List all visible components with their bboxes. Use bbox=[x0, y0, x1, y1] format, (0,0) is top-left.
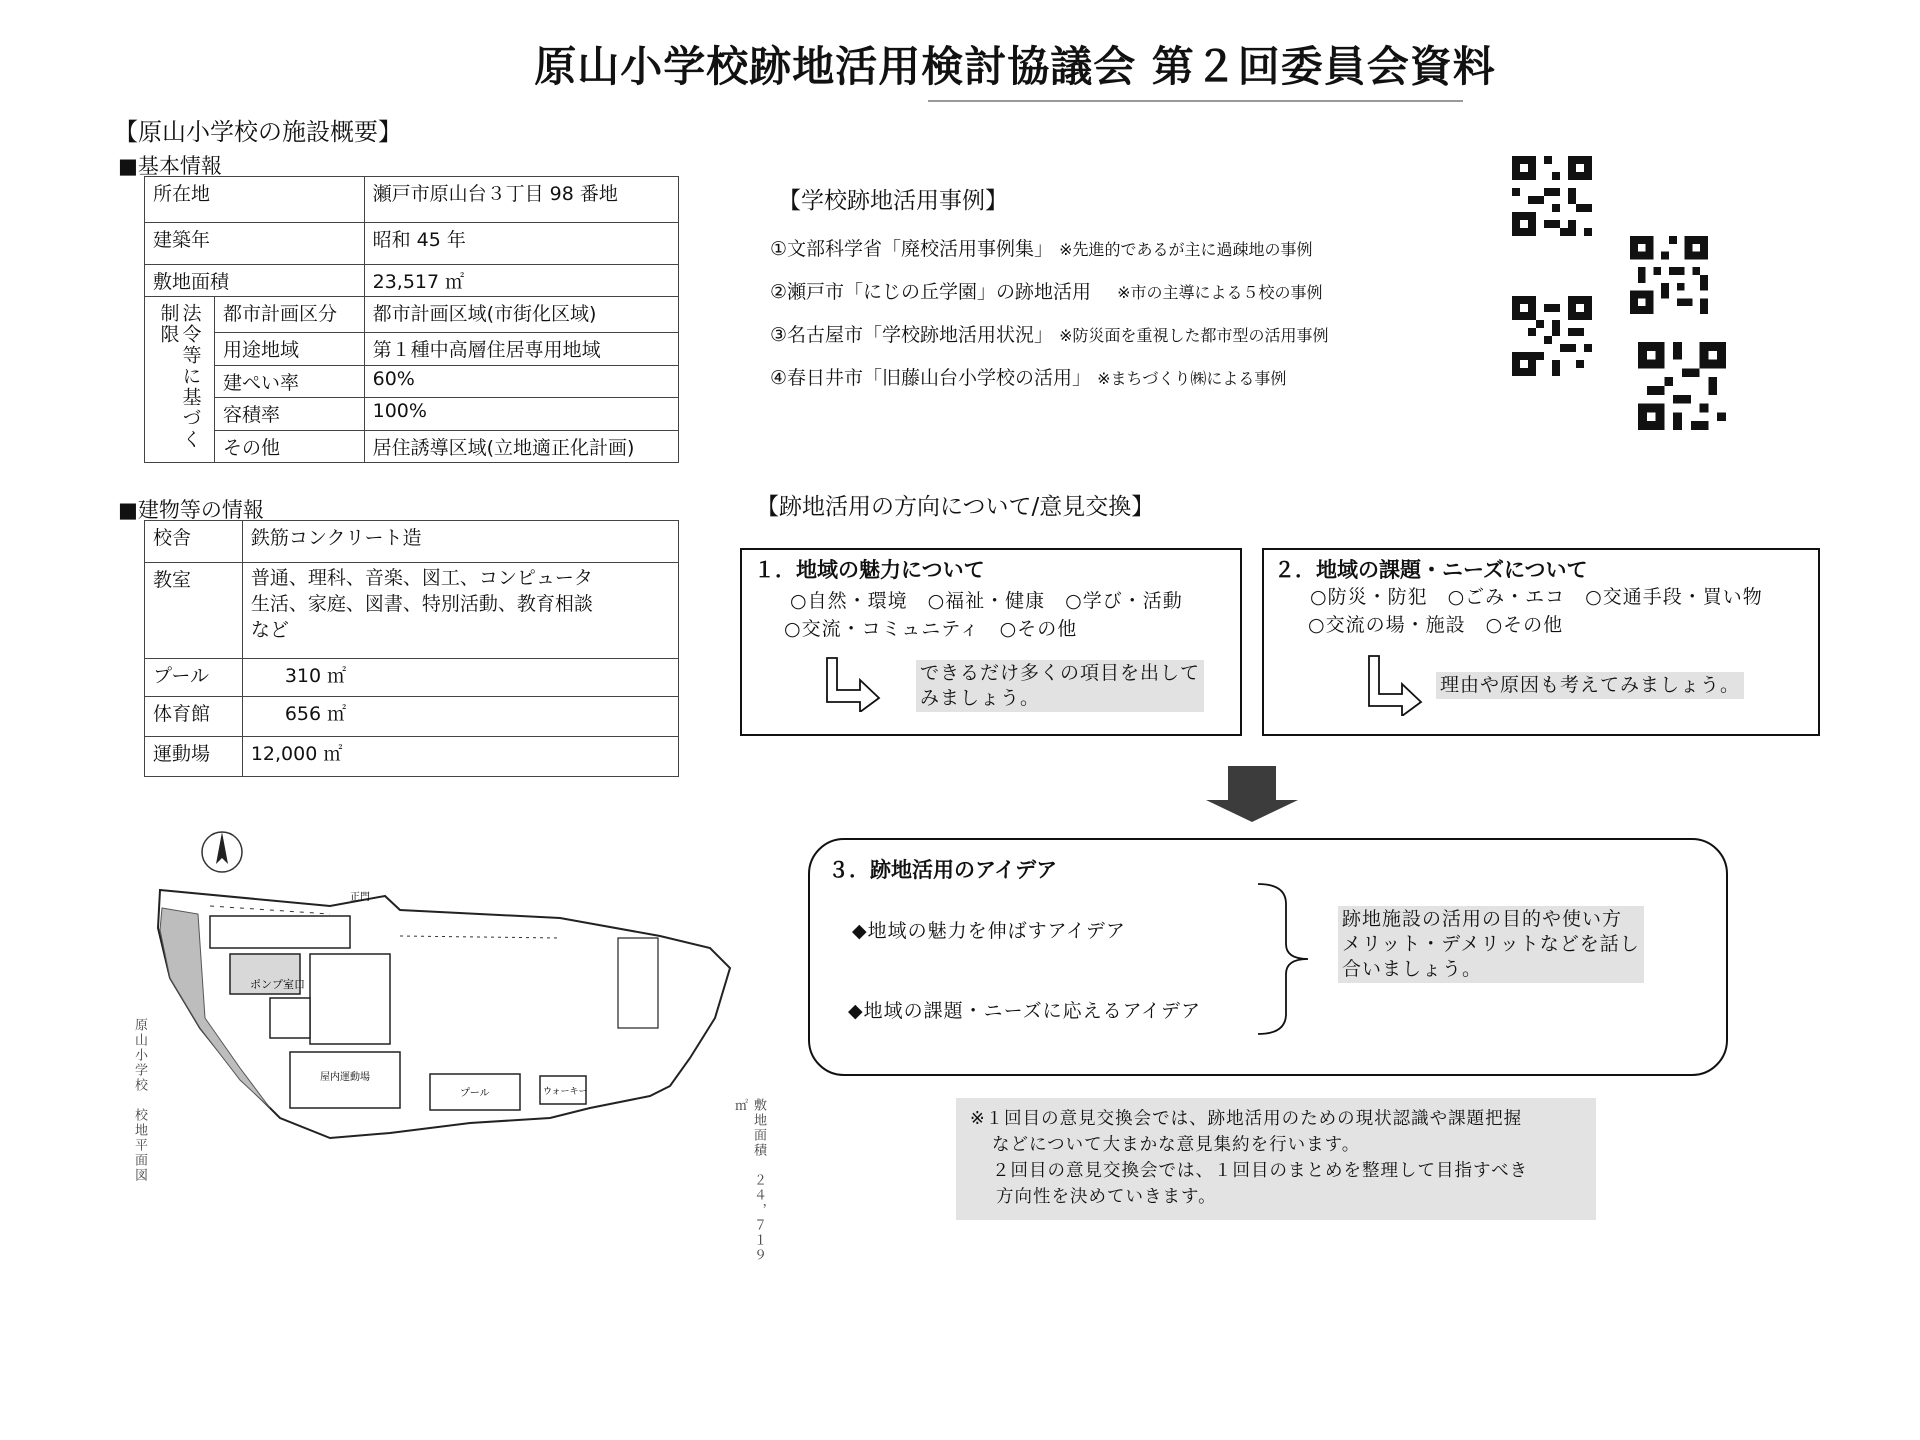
meeting-note bbox=[956, 1098, 1596, 1220]
legal-group-label: 法令等に基づく制限 bbox=[157, 303, 202, 450]
box2-title: ２．地域の課題・ニーズについて bbox=[1274, 558, 1588, 582]
case-text: ③名古屋市「学校跡地活用状況」 bbox=[770, 324, 1054, 346]
qr-code-icon[interactable] bbox=[1512, 296, 1592, 380]
legal-label: 容積率 bbox=[214, 398, 364, 430]
legal-group-cell bbox=[145, 297, 215, 463]
direction-heading: 【跡地活用の方向について/意見交換】 bbox=[756, 494, 1155, 520]
arrow-right-icon bbox=[824, 656, 882, 712]
area-value: 23,517 ㎡ bbox=[364, 265, 678, 297]
table-row bbox=[145, 365, 679, 397]
hint-line: 跡地施設の活用の目的や使い方 bbox=[1342, 908, 1623, 930]
legal-label: 用途地域 bbox=[214, 333, 364, 365]
address-label: 所在地 bbox=[145, 177, 365, 223]
case-note: ※先進的であるが主に過疎地の事例 bbox=[1059, 240, 1313, 259]
box2-line2: ○交流の場・施設 ○その他 bbox=[1308, 614, 1564, 636]
page-title: 原山小学校跡地活用検討協議会 第２回委員会資料 bbox=[534, 42, 1496, 91]
list-item bbox=[770, 357, 1329, 400]
building-label: 教室 bbox=[145, 563, 243, 659]
box2-hint: 理由や原因も考えてみましょう。 bbox=[1436, 672, 1744, 699]
building-label: 運動場 bbox=[145, 737, 243, 777]
regional-needs-box bbox=[1262, 548, 1820, 736]
address-value: 瀬戸市原山台３丁目 98 番地 bbox=[364, 177, 678, 223]
box2-line1: ○防災・防犯 ○ごみ・エコ ○交通手段・買い物 bbox=[1310, 586, 1763, 608]
qr-code-icon[interactable] bbox=[1630, 236, 1708, 318]
table-row bbox=[145, 521, 679, 563]
brace-icon bbox=[1256, 882, 1310, 1036]
north-arrow-icon bbox=[202, 832, 242, 872]
legal-value: 100% bbox=[364, 398, 678, 430]
box1-line2: ○交流・コミュニティ ○その他 bbox=[784, 618, 1078, 640]
pump-label: ポンプ室口 bbox=[250, 978, 305, 991]
hint-line: みましょう。 bbox=[920, 687, 1041, 709]
hint-line: できるだけ多くの項目を出して bbox=[920, 662, 1201, 684]
case-text: ④春日井市「旧藤山台小学校の活用」 bbox=[770, 367, 1092, 389]
building-label: プール bbox=[145, 659, 243, 697]
list-item bbox=[770, 271, 1329, 314]
main-gate-label: 正門 bbox=[350, 892, 370, 903]
map-caption-left: 原山小学校 校地平面図 bbox=[132, 1018, 147, 1183]
legal-label: 建ぺい率 bbox=[214, 365, 364, 397]
list-item bbox=[770, 228, 1329, 271]
regional-appeal-box bbox=[740, 548, 1242, 736]
table-row bbox=[145, 333, 679, 365]
table-row bbox=[145, 398, 679, 430]
cases-heading: 【学校跡地活用事例】 bbox=[778, 188, 1008, 214]
case-text: ①文部科学省「廃校活用事例集」 bbox=[770, 238, 1054, 260]
box1-line1: ○自然・環境 ○福祉・健康 ○学び・活動 bbox=[790, 590, 1183, 612]
map-caption-right: 敷地面積 ２４，７１９㎡ bbox=[732, 1098, 766, 1263]
legal-value: 60% bbox=[364, 365, 678, 397]
building-value: 656 ㎡ bbox=[242, 697, 678, 737]
cases-list bbox=[770, 228, 1329, 400]
case-note: ※防災面を重視した都市型の活用事例 bbox=[1059, 326, 1329, 345]
table-row bbox=[145, 737, 679, 777]
classroom-line: 普通、理科、音楽、図工、コンピュータ bbox=[250, 567, 593, 589]
title-divider bbox=[928, 100, 1463, 102]
table-row bbox=[145, 430, 679, 462]
note-line: ２回目の意見交換会では、１回目のまとめを整理して目指すべき bbox=[992, 1161, 1529, 1181]
table-row bbox=[145, 177, 679, 223]
table-row bbox=[145, 297, 679, 333]
legal-value: 都市計画区域(市街化区域) bbox=[364, 297, 678, 333]
box3-hint bbox=[1338, 906, 1644, 983]
building-value: 310 ㎡ bbox=[242, 659, 678, 697]
table-row bbox=[145, 265, 679, 297]
table-row bbox=[145, 563, 679, 659]
site-map bbox=[130, 818, 766, 1268]
basic-info-heading: ■基本情報 bbox=[118, 154, 222, 178]
pool-label: プール bbox=[460, 1088, 490, 1099]
arrow-down-icon bbox=[1206, 766, 1298, 822]
classroom-line: 生活、家庭、図書、特別活動、教育相談 bbox=[250, 593, 593, 615]
building-value bbox=[242, 563, 678, 659]
table-row bbox=[145, 697, 679, 737]
building-value: 12,000 ㎡ bbox=[242, 737, 678, 777]
case-note: ※市の主導による５校の事例 bbox=[1117, 283, 1323, 302]
walk-label: ウォーキー bbox=[543, 1087, 588, 1097]
table-row bbox=[145, 659, 679, 697]
hint-line: メリット・デメリットなどを話し bbox=[1342, 933, 1640, 955]
built-label: 建築年 bbox=[145, 223, 365, 265]
legal-label: その他 bbox=[214, 430, 364, 462]
box3-idea2: ◆地域の課題・ニーズに応えるアイデア bbox=[848, 1000, 1201, 1022]
area-label: 敷地面積 bbox=[145, 265, 365, 297]
case-note: ※まちづくり㈱による事例 bbox=[1097, 369, 1287, 388]
box1-hint bbox=[916, 660, 1204, 712]
table-row bbox=[145, 223, 679, 265]
qr-code-icon[interactable] bbox=[1638, 342, 1726, 434]
site-map-drawing bbox=[130, 818, 760, 1268]
legal-label: 都市計画区分 bbox=[214, 297, 364, 333]
legal-value: 居住誘導区域(立地適正化計画) bbox=[364, 430, 678, 462]
facility-heading: 【原山小学校の施設概要】 bbox=[114, 118, 402, 146]
hint-line: 合いましょう。 bbox=[1342, 958, 1483, 980]
building-info-table bbox=[144, 520, 679, 777]
box1-title: １．地域の魅力について bbox=[754, 558, 985, 582]
arrow-right-icon bbox=[1366, 654, 1424, 716]
building-label: 校舎 bbox=[145, 521, 243, 563]
qr-code-icon[interactable] bbox=[1512, 156, 1592, 240]
note-line: 方向性を決めていきます。 bbox=[996, 1187, 1217, 1207]
note-line: ※１回目の意見交換会では、跡地活用のための現状認識や課題把握 bbox=[970, 1109, 1523, 1129]
building-value: 鉄筋コンクリート造 bbox=[242, 521, 678, 563]
classroom-line: など bbox=[250, 619, 289, 641]
built-value: 昭和 45 年 bbox=[364, 223, 678, 265]
building-info-heading: ■建物等の情報 bbox=[118, 498, 264, 522]
list-item bbox=[770, 314, 1329, 357]
box3-title: ３．跡地活用のアイデア bbox=[828, 858, 1058, 882]
note-line: などについて大まかな意見集約を行います。 bbox=[992, 1135, 1361, 1155]
basic-info-table bbox=[144, 176, 679, 463]
ideas-box bbox=[808, 838, 1728, 1076]
case-text: ②瀬戸市「にじの丘学園」の跡地活用 bbox=[770, 281, 1092, 303]
building-label: 体育館 bbox=[145, 697, 243, 737]
legal-value: 第１種中高層住居専用地域 bbox=[364, 333, 678, 365]
box3-idea1: ◆地域の魅力を伸ばすアイデア bbox=[852, 920, 1126, 942]
gym-label: 屋内運動場 bbox=[320, 1072, 370, 1083]
